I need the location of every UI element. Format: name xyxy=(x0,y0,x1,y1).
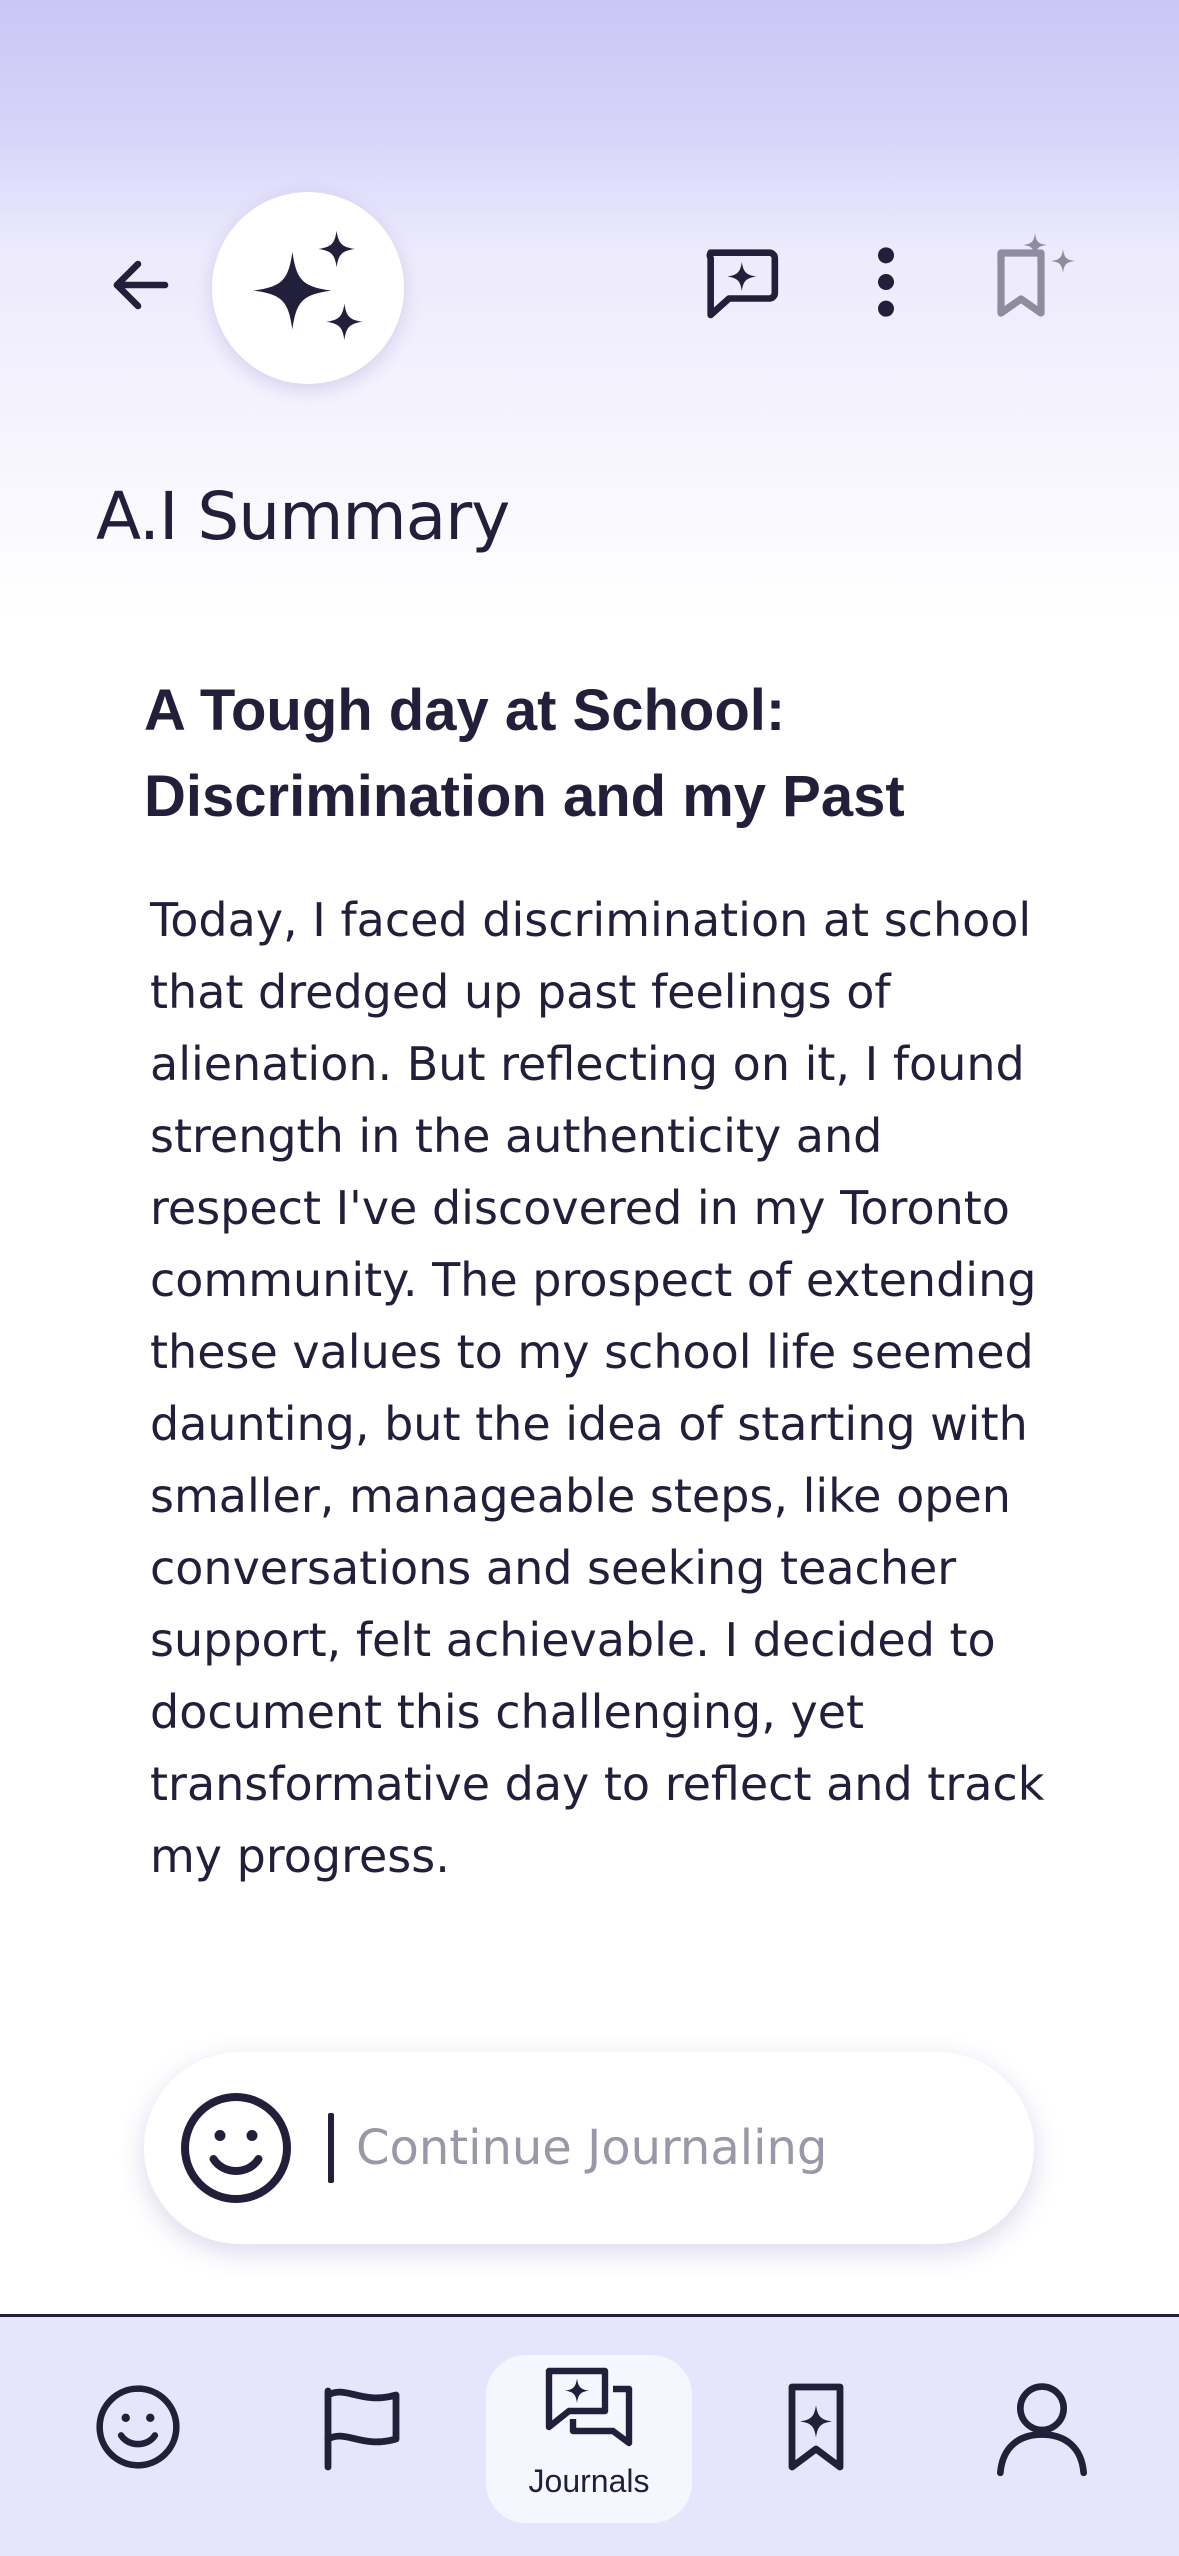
nav-profile[interactable] xyxy=(972,2357,1112,2497)
nav-journals-label: Journals xyxy=(528,2463,650,2499)
nav-journals[interactable] xyxy=(486,2355,692,2523)
bookmark-sparkle-icon xyxy=(768,2379,864,2475)
bottom-navigation xyxy=(0,2314,1179,2556)
text-cursor xyxy=(328,2113,334,2183)
bookmark-sparkle-icon xyxy=(987,229,1083,325)
page-title: A.I Summary xyxy=(96,478,510,555)
nav-goals[interactable] xyxy=(292,2357,432,2497)
summary-title: A Tough day at School: Discrimination and my Past xyxy=(144,678,905,829)
flag-icon xyxy=(314,2379,410,2475)
continue-journaling-input[interactable] xyxy=(356,2120,996,2176)
more-options-button[interactable] xyxy=(850,232,922,332)
continue-journaling-bar[interactable] xyxy=(144,2052,1034,2244)
chat-ai-button[interactable] xyxy=(690,232,790,332)
chat-sparkle-icon xyxy=(696,238,784,326)
top-bar xyxy=(0,0,1179,420)
arrow-left-icon xyxy=(105,249,177,321)
summary-body: Today, I faced discrimination at school that dredged up past feelings of alienation. But reflecting on it, I found strength in the authenticity and respect I've discovered in my Toronto community. The prospect of extending these values to my school life seemed daunting, but the idea of starting with smaller, manageable steps, like open conversations and seeking teacher support, felt achievable. I decided to document this challenging, yet transformative day to reflect and track my progress. xyxy=(150,893,1045,1883)
mood-button[interactable] xyxy=(174,2086,298,2210)
save-summary-button[interactable] xyxy=(980,222,1090,332)
sparkles-icon xyxy=(243,223,373,353)
back-button[interactable] xyxy=(96,240,186,330)
smiley-icon xyxy=(92,2381,184,2473)
journals-icon xyxy=(541,2361,637,2457)
ai-badge xyxy=(212,192,404,384)
nav-mood[interactable] xyxy=(68,2357,208,2497)
nav-saved[interactable] xyxy=(746,2357,886,2497)
more-vertical-icon xyxy=(866,242,906,322)
user-icon xyxy=(992,2377,1092,2477)
smiley-icon xyxy=(176,2088,296,2208)
